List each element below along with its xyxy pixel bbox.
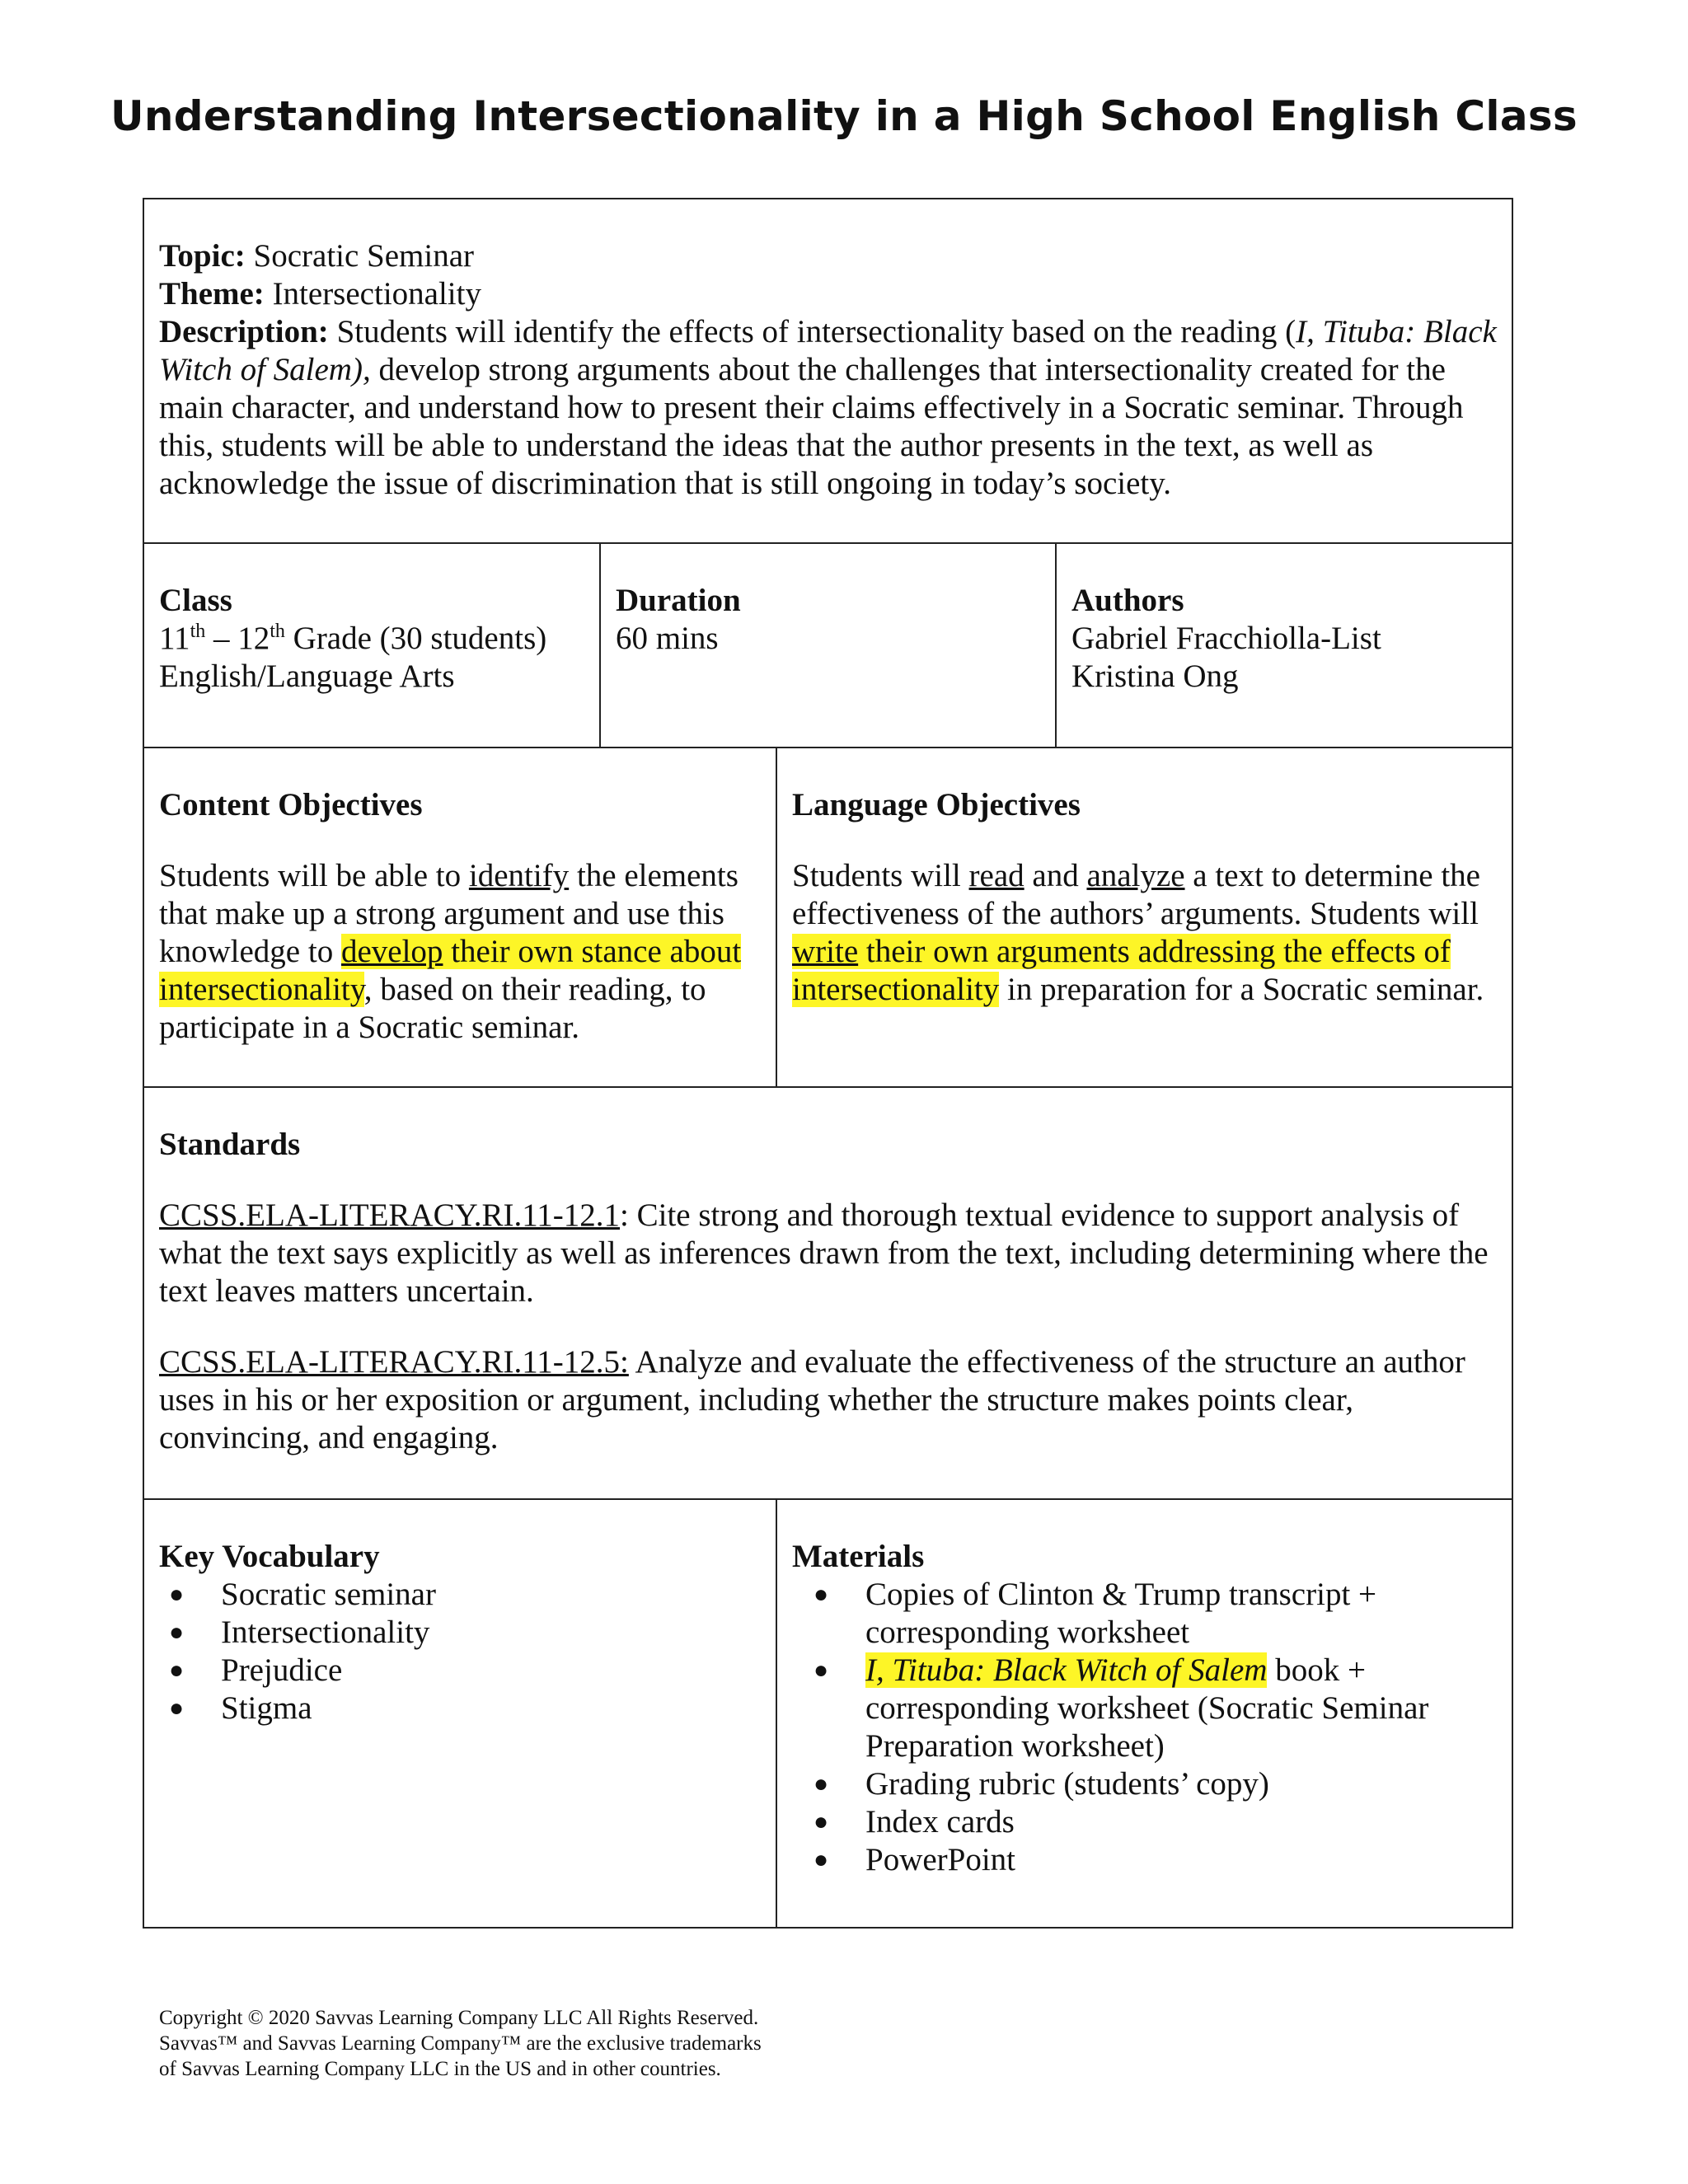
grade-end: 12 — [237, 621, 270, 656]
bullet-icon: ● — [814, 1808, 829, 1835]
material-item: Copies of Clinton & Trump transcript + corresponding worksheet — [865, 1577, 1377, 1650]
content-objectives-text — [159, 857, 759, 1047]
author-name: Kristina Ong — [1071, 658, 1239, 694]
standard-2-code[interactable]: CCSS.ELA-LITERACY.RI.11-12.5: — [159, 1344, 629, 1380]
list-item — [169, 1576, 759, 1614]
materials-label: Materials — [792, 1539, 925, 1574]
topic-line — [159, 237, 1497, 275]
grade-start: 11 — [159, 621, 190, 656]
language-objectives-cell — [776, 786, 1513, 1009]
class-grade — [159, 620, 583, 658]
bullet-icon: ● — [814, 1770, 829, 1797]
topic-value: Socratic Seminar — [253, 238, 475, 274]
list-item — [814, 1841, 1447, 1879]
grade-dash: – — [205, 621, 238, 656]
bullet-icon: ● — [814, 1657, 829, 1684]
bullet-icon: ● — [169, 1619, 185, 1646]
grade-end-suffix: th — [270, 621, 285, 642]
lo-keyword-write: write — [792, 934, 859, 969]
lo-keyword-read: read — [968, 858, 1025, 893]
standard-1-text: : Cite strong and thorough textual evidence to support analysis of what the text says explicitly as well as inferences drawn from the text, including determining where the text leaves matters uncertain. — [159, 1197, 1489, 1309]
standards-cell — [143, 1126, 1513, 1457]
language-objectives-text — [792, 857, 1497, 1009]
lo-keyword-analyze: analyze — [1086, 858, 1185, 893]
duration-value: 60 mins — [616, 621, 719, 656]
overview-cell — [143, 237, 1513, 503]
row-divider-1 — [143, 542, 1513, 544]
language-objectives-label: Language Objectives — [792, 787, 1081, 823]
row-divider-4 — [143, 1498, 1513, 1500]
row-divider-2 — [143, 747, 1513, 748]
lo-text-3: a text to determine the effectiveness of the authors’ arguments. Students will — [792, 858, 1480, 931]
footer-line: Savvas™ and Savvas Learning Company™ are the exclusive trademarks — [159, 2032, 762, 2055]
description-text-2: develop strong arguments about the challenges that intersectionality created for the main character, and understand how to present their claims effectively in a Socratic seminar. Through this, students will be able to understand the ideas that the author presents in the text, as well as acknowledge the issue of discrimination that is still ongoing in today’s society. — [159, 352, 1464, 501]
vocabulary-term: Socratic seminar — [221, 1577, 436, 1612]
lo-text-1: Students will — [792, 858, 969, 893]
standard-2-text: Analyze and evaluate the effectiveness of the structure an author uses in his or her exposition or argument, including whether the structure makes points clear, convincing, and engaging. — [159, 1344, 1465, 1455]
bullet-icon: ● — [814, 1581, 829, 1608]
vocabulary-cell — [143, 1538, 776, 1727]
vocabulary-term: Intersectionality — [221, 1615, 430, 1650]
content-objectives-cell — [143, 786, 776, 1047]
material-item: book + corresponding worksheet (Socratic Seminar Preparation worksheet) — [865, 1652, 1429, 1764]
description — [159, 313, 1497, 503]
authors-cell — [1055, 582, 1513, 696]
description-label: Description: — [159, 314, 329, 349]
materials-list — [792, 1576, 1497, 1879]
class-subject: English/Language Arts — [159, 658, 455, 694]
material-item: Index cards — [865, 1804, 1015, 1840]
footer-line: Copyright © 2020 Savvas Learning Company LLC All Rights Reserved. — [159, 2007, 759, 2029]
standard-1-code[interactable]: CCSS.ELA-LITERACY.RI.11-12.1 — [159, 1197, 621, 1233]
material-item: Grading rubric (students’ copy) — [865, 1766, 1269, 1802]
co-text-1: Students will be able to — [159, 858, 469, 893]
description-book-title: I, Tituba: Black Witch of Salem), — [159, 314, 1497, 387]
footer-line: of Savvas Learning Company LLC in the US and in other countries. — [159, 2058, 721, 2080]
topic-label: Topic: — [159, 238, 246, 274]
class-label: Class — [159, 583, 232, 618]
materials-cell — [776, 1538, 1513, 1879]
table-border-top — [143, 198, 1513, 199]
vocabulary-list — [159, 1576, 759, 1727]
table-border-bottom — [143, 1927, 1513, 1929]
page-title: Understanding Intersectionality in a High School English Class — [110, 92, 1578, 140]
lesson-plan-table — [143, 198, 1513, 1927]
row-divider-3 — [143, 1086, 1513, 1088]
material-item: PowerPoint — [865, 1842, 1016, 1877]
list-item — [169, 1690, 759, 1727]
author-name: Gabriel Fracchiolla-List — [1071, 621, 1381, 656]
list-item — [169, 1614, 759, 1652]
class-cell — [143, 582, 599, 696]
theme-label: Theme: — [159, 276, 265, 312]
standards-label: Standards — [159, 1127, 301, 1162]
copyright-footer — [159, 2005, 762, 2082]
theme-value: Intersectionality — [272, 276, 481, 312]
bullet-icon: ● — [169, 1694, 185, 1722]
list-item — [814, 1803, 1447, 1841]
co-text-3: , based on their reading, to participate in a Socratic seminar. — [159, 972, 706, 1045]
co-highlight: their own stance about intersectionality — [159, 934, 742, 1007]
standard-1 — [159, 1197, 1497, 1310]
theme-line — [159, 275, 1497, 313]
co-text-2: the elements that make up a strong argument and use this knowledge to — [159, 858, 738, 969]
grade-rest: Grade (30 students) — [284, 621, 547, 656]
vocabulary-label: Key Vocabulary — [159, 1539, 380, 1574]
bullet-icon: ● — [814, 1846, 829, 1873]
duration-cell — [599, 582, 1055, 658]
authors-label: Authors — [1071, 583, 1184, 618]
bullet-icon: ● — [169, 1581, 185, 1608]
co-keyword-develop: develop — [340, 934, 443, 969]
bullet-icon: ● — [169, 1657, 185, 1684]
lo-highlight: their own arguments addressing the effects of intersectionality — [792, 934, 1451, 1007]
list-item — [814, 1652, 1447, 1765]
content-objectives-label: Content Objectives — [159, 787, 423, 823]
lo-text-2: and — [1024, 858, 1087, 893]
material-book-title: I, Tituba: Black Witch of Salem — [865, 1652, 1268, 1688]
vocabulary-term: Stigma — [221, 1690, 312, 1726]
list-item — [169, 1652, 759, 1690]
grade-start-suffix: th — [190, 621, 206, 642]
standard-2 — [159, 1343, 1497, 1457]
duration-label: Duration — [616, 583, 741, 618]
list-item — [814, 1576, 1447, 1652]
list-item — [814, 1765, 1447, 1803]
co-keyword-identify: identify — [468, 858, 570, 893]
lo-text-4: in preparation for a Socratic seminar. — [999, 972, 1484, 1007]
vocabulary-term: Prejudice — [221, 1652, 343, 1688]
description-text-1: Students will identify the effects of intersectionality based on the reading ( — [336, 314, 1296, 349]
